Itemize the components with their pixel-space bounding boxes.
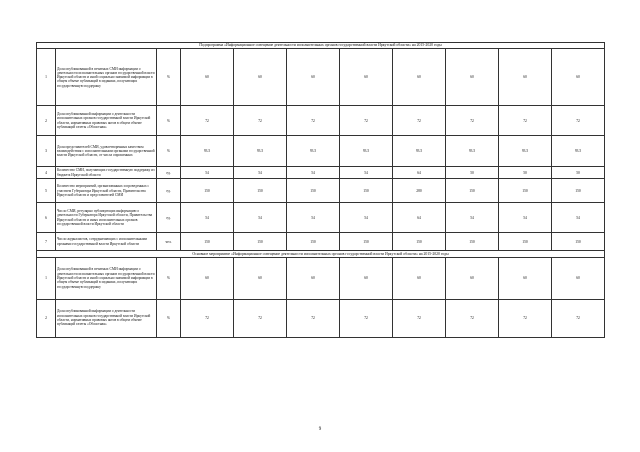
value-cell: 72 bbox=[393, 106, 446, 136]
value-cell: 72 bbox=[552, 299, 605, 337]
value-cell: 54 bbox=[499, 203, 552, 233]
value-cell: 72 bbox=[499, 299, 552, 337]
value-cell: 93.5 bbox=[287, 136, 340, 167]
value-cell: 54 bbox=[446, 203, 499, 233]
value-cell: 54 bbox=[552, 203, 605, 233]
value-cell: 50 bbox=[552, 167, 605, 179]
value-cell: 60 bbox=[499, 257, 552, 299]
value-cell: 50 bbox=[446, 167, 499, 179]
row-number: 1 bbox=[37, 49, 56, 106]
value-cell: 54 bbox=[287, 203, 340, 233]
value-cell: 64 bbox=[393, 203, 446, 233]
unit-cell: ед. bbox=[157, 203, 181, 233]
value-cell: 72 bbox=[287, 106, 340, 136]
value-cell: 72 bbox=[287, 299, 340, 337]
table-row bbox=[37, 179, 605, 203]
value-cell: 60 bbox=[340, 49, 393, 106]
value-cell: 64 bbox=[393, 167, 446, 179]
unit-cell: % bbox=[157, 49, 181, 106]
value-cell: 60 bbox=[287, 257, 340, 299]
row-number: 6 bbox=[37, 203, 56, 233]
value-cell: 93.5 bbox=[552, 136, 605, 167]
value-cell: 54 bbox=[234, 167, 287, 179]
value-cell: 150 bbox=[234, 179, 287, 203]
table-row bbox=[37, 233, 605, 251]
value-cell: 72 bbox=[234, 299, 287, 337]
table-row bbox=[37, 136, 605, 167]
value-cell: 60 bbox=[287, 49, 340, 106]
value-cell: 50 bbox=[499, 167, 552, 179]
unit-cell: чел. bbox=[157, 233, 181, 251]
value-cell: 93.5 bbox=[393, 136, 446, 167]
value-cell: 60 bbox=[446, 49, 499, 106]
table-row bbox=[37, 167, 605, 179]
indicator-name: Доля опубликованной в печатных СМИ информации о деятельности исполнительных органов государственной власти Иркутской области и иной социально значимой информации в общем объеме публикаций в изданиях, получающих государственную поддержку bbox=[56, 49, 157, 106]
value-cell: 150 bbox=[340, 233, 393, 251]
value-cell: 150 bbox=[446, 179, 499, 203]
value-cell: 72 bbox=[181, 299, 234, 337]
value-cell: 93.5 bbox=[234, 136, 287, 167]
value-cell: 150 bbox=[181, 233, 234, 251]
unit-cell: % bbox=[157, 257, 181, 299]
value-cell: 72 bbox=[181, 106, 234, 136]
unit-cell: % bbox=[157, 299, 181, 337]
value-cell: 72 bbox=[552, 106, 605, 136]
page-number: 9 bbox=[318, 427, 322, 432]
value-cell: 60 bbox=[234, 257, 287, 299]
row-number: 2 bbox=[37, 106, 56, 136]
value-cell: 150 bbox=[499, 179, 552, 203]
row-number: 4 bbox=[37, 167, 56, 179]
row-number: 2 bbox=[37, 299, 56, 337]
value-cell: 54 bbox=[340, 167, 393, 179]
value-cell: 60 bbox=[234, 49, 287, 106]
value-cell: 60 bbox=[340, 257, 393, 299]
value-cell: 60 bbox=[552, 257, 605, 299]
section-title: Основное мероприятие «Информационное освещение деятельности исполнительных органов государственной власти Иркутской области» на 2015-2020 годы bbox=[37, 251, 605, 257]
table-row bbox=[37, 257, 605, 299]
value-cell: 54 bbox=[181, 167, 234, 179]
indicator-name: Число журналистов, сотрудничающих с исполнительными органами государственной власти Иркутской области bbox=[56, 233, 157, 251]
value-cell: 60 bbox=[499, 49, 552, 106]
value-cell: 150 bbox=[340, 179, 393, 203]
value-cell: 60 bbox=[552, 49, 605, 106]
row-number: 7 bbox=[37, 233, 56, 251]
value-cell: 150 bbox=[499, 233, 552, 251]
value-cell: 93.5 bbox=[181, 136, 234, 167]
value-cell: 150 bbox=[552, 233, 605, 251]
value-cell: 60 bbox=[446, 257, 499, 299]
value-cell: 60 bbox=[181, 257, 234, 299]
value-cell: 93.5 bbox=[340, 136, 393, 167]
value-cell: 150 bbox=[181, 179, 234, 203]
value-cell: 72 bbox=[234, 106, 287, 136]
value-cell: 93.5 bbox=[499, 136, 552, 167]
value-cell: 72 bbox=[446, 299, 499, 337]
value-cell: 60 bbox=[181, 49, 234, 106]
value-cell: 150 bbox=[287, 233, 340, 251]
table-row bbox=[37, 203, 605, 233]
indicator-name: Доля опубликованной информации о деятельности исполнительных органов государственной власти Иркутской области, нормативных правовых актов в общем объеме публикаций газеты «Областная» bbox=[56, 106, 157, 136]
unit-cell: ед. bbox=[157, 179, 181, 203]
row-number: 1 bbox=[37, 257, 56, 299]
value-cell: 150 bbox=[393, 233, 446, 251]
section-title: Подпрограмма «Информационное освещение деятельности исполнительных органов государственной власти Иркутской области» на 2015-2020 годы bbox=[37, 43, 605, 49]
indicator-name: Доля опубликованной в печатных СМИ информации о деятельности исполнительных органов государственной власти Иркутской области и иной социально значимой информации в общем объеме публикаций в изданиях, получающих государственную поддержку bbox=[56, 257, 157, 299]
unit-cell: ед. bbox=[157, 167, 181, 179]
row-number: 3 bbox=[37, 136, 56, 167]
value-cell: 72 bbox=[340, 106, 393, 136]
indicator-name: Доля представителей СМИ, удовлетворенных качеством взаимодействия с исполнительными органами государственной власти Иркутской области, от числа опрошенных bbox=[56, 136, 157, 167]
unit-cell: % bbox=[157, 106, 181, 136]
value-cell: 72 bbox=[446, 106, 499, 136]
value-cell: 60 bbox=[393, 49, 446, 106]
value-cell: 54 bbox=[181, 203, 234, 233]
value-cell: 93.5 bbox=[446, 136, 499, 167]
value-cell: 54 bbox=[234, 203, 287, 233]
indicator-name: Доля опубликованной информации о деятельности исполнительных органов государственной власти Иркутской области, нормативных правовых актов в общем объеме публикаций газеты «Областная» bbox=[56, 299, 157, 337]
value-cell: 150 bbox=[446, 233, 499, 251]
value-cell: 150 bbox=[552, 179, 605, 203]
value-cell: 72 bbox=[499, 106, 552, 136]
value-cell: 54 bbox=[340, 203, 393, 233]
value-cell: 72 bbox=[393, 299, 446, 337]
value-cell: 54 bbox=[287, 167, 340, 179]
table-row bbox=[37, 106, 605, 136]
row-number: 5 bbox=[37, 179, 56, 203]
indicator-name: Количество мероприятий, организованных и проведенных с участием Губернатора Иркутской области, Правительства Иркутской области и представителей СМИ bbox=[56, 179, 157, 203]
value-cell: 150 bbox=[234, 233, 287, 251]
table-row bbox=[37, 49, 605, 106]
indicator-name: Количество СМИ, получающих государственную поддержку из бюджета Иркутской области bbox=[57, 168, 155, 177]
indicators-table bbox=[36, 42, 605, 338]
value-cell: 60 bbox=[393, 257, 446, 299]
table-row bbox=[37, 299, 605, 337]
unit-cell: % bbox=[157, 136, 181, 167]
value-cell: 72 bbox=[340, 299, 393, 337]
indicator-name: Число СМИ, регулярно публикующих информацию о деятельности Губернатора Иркутской области, Правительства Иркутской области и иных исполнительных органов государственной власти Иркутской области bbox=[56, 203, 157, 233]
value-cell: 150 bbox=[287, 179, 340, 203]
value-cell: 280 bbox=[393, 179, 446, 203]
